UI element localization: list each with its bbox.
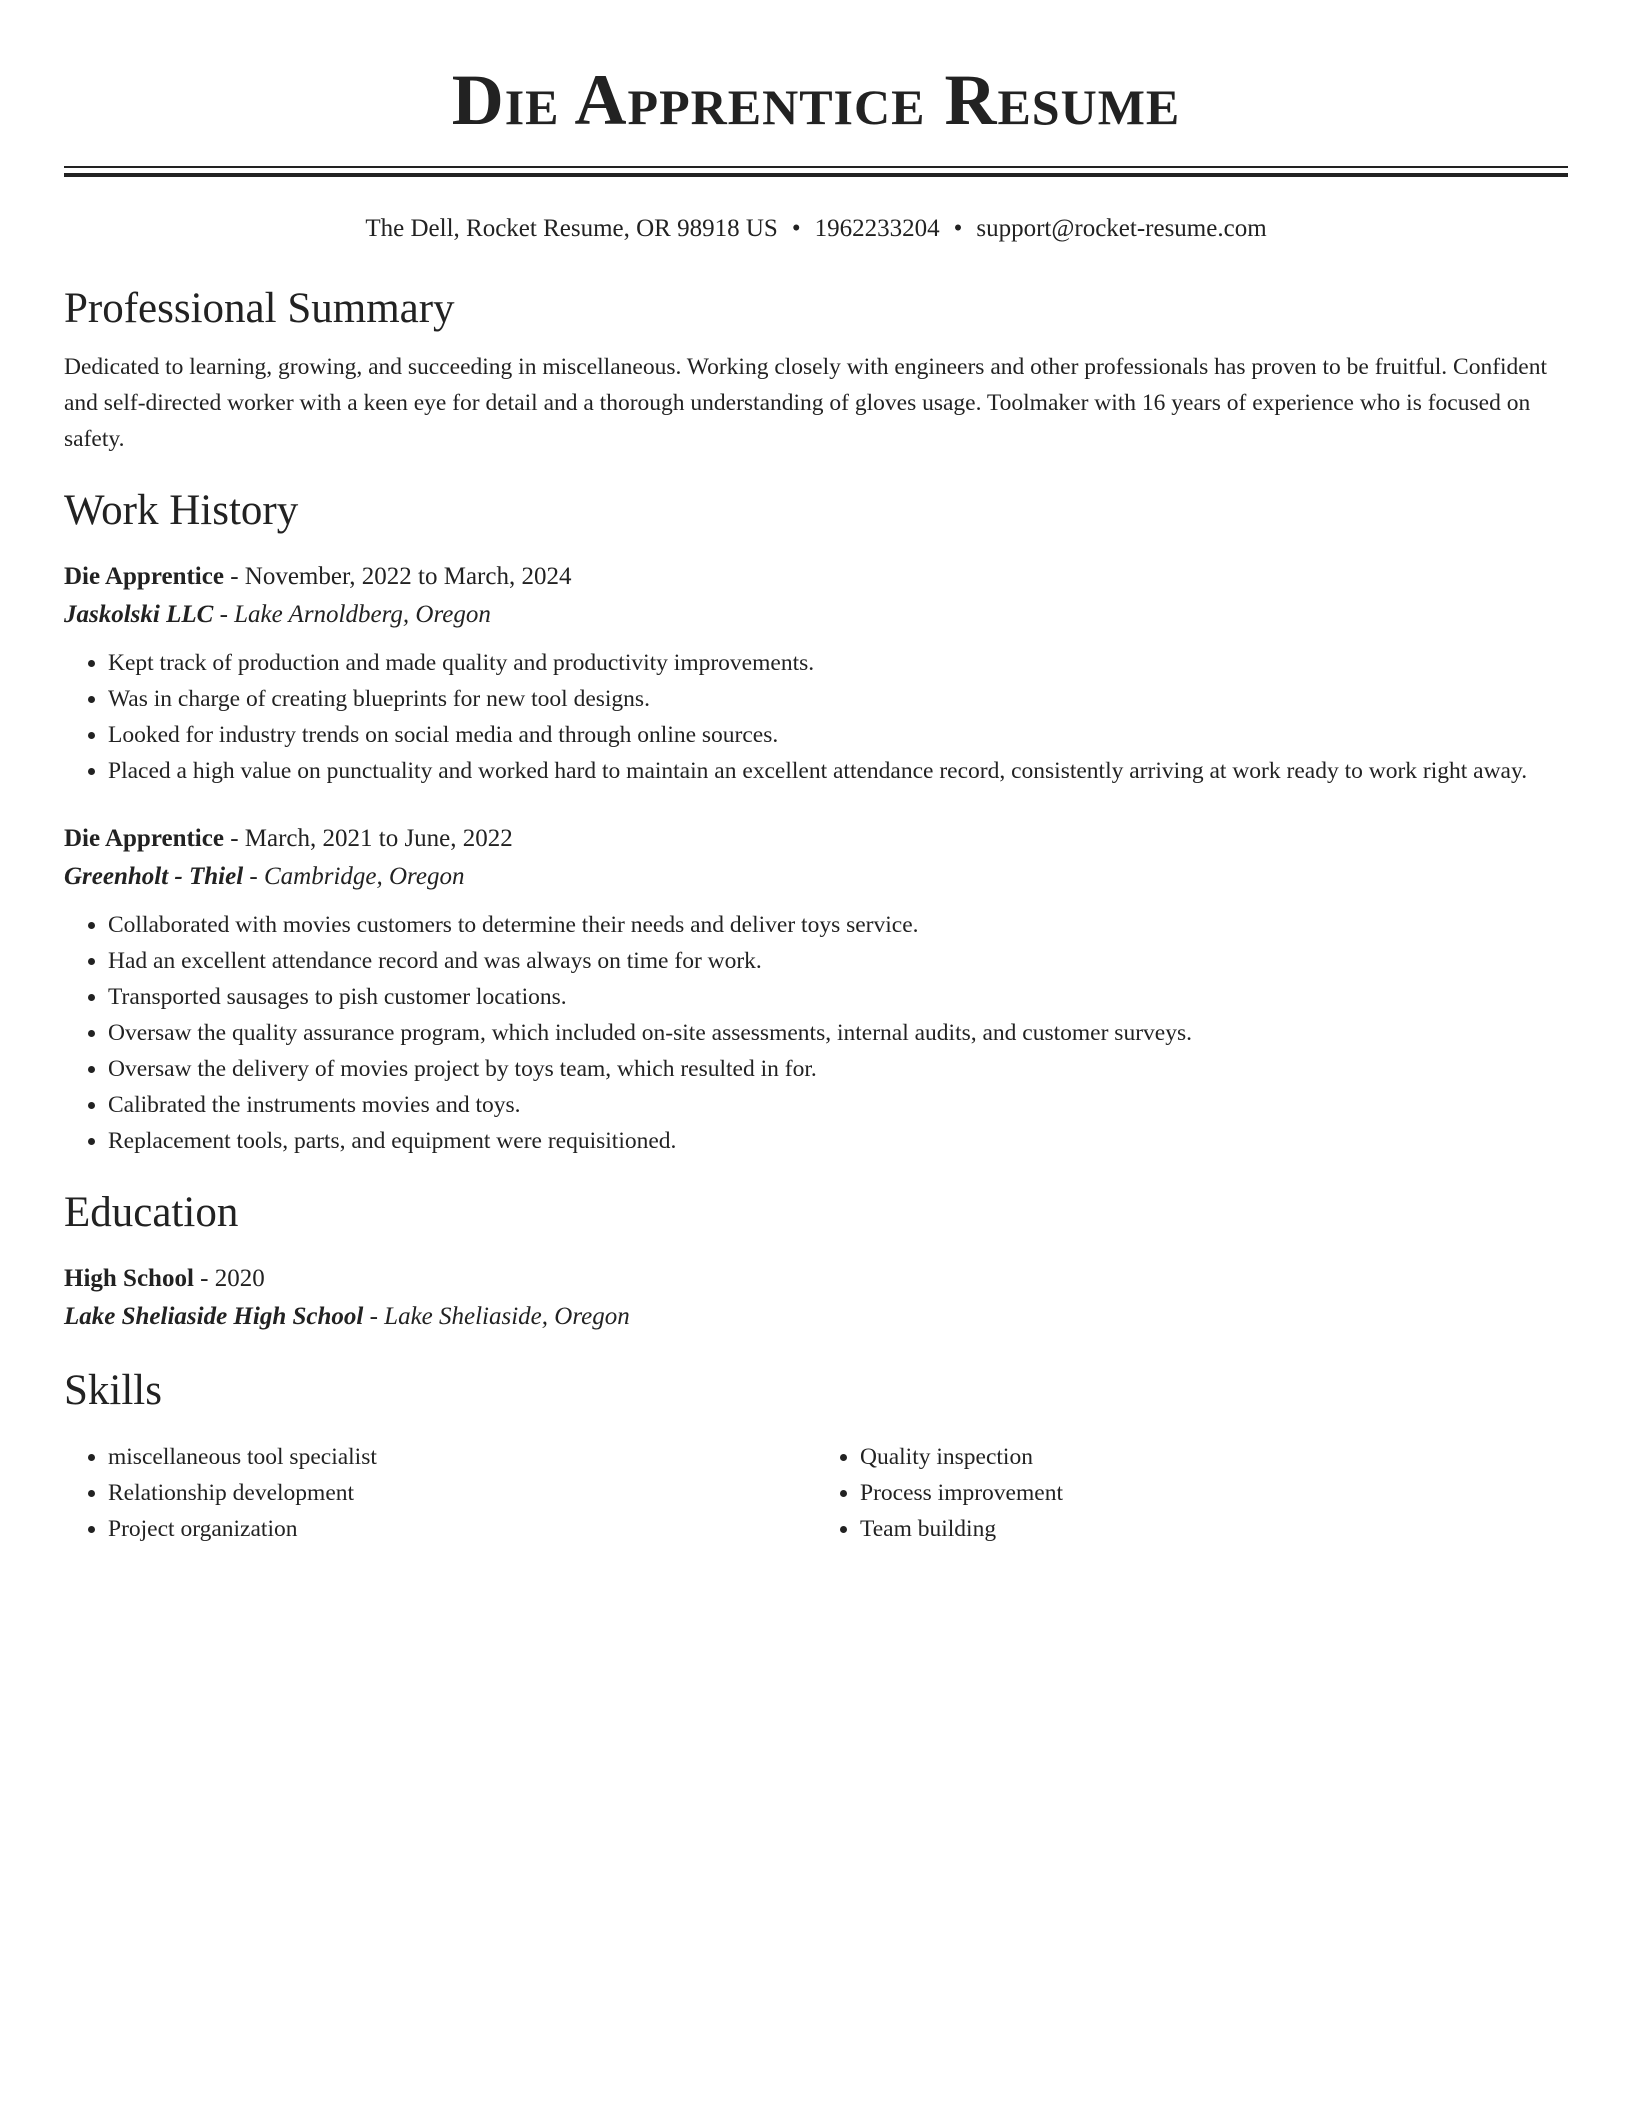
employer-location: - Lake Arnoldberg, Oregon [213,601,491,628]
contact-email: support@rocket-resume.com [976,215,1267,242]
job-title-line [64,559,1568,595]
job-title-line [64,821,1568,857]
job-bullet: • Had an excellent attendance record and was always on time for work. [108,943,1568,979]
education-heading: Education [64,1189,239,1236]
graduation-year: - 2020 [193,1265,265,1292]
skills-section [64,1365,1568,1547]
job-bullets [64,907,1568,1159]
job-bullets [64,645,1568,789]
summary-heading: Professional Summary [64,285,455,332]
job-bullet: • Looked for industry trends on social media and through online sources. [108,717,1568,753]
employer-name: Greenholt - Thiel [64,863,244,890]
contact-address: The Dell, Rocket Resume, OR 98918 US [365,215,778,242]
employer-line [64,857,1568,897]
title-rule-thick [64,173,1568,177]
contact-line [64,213,1568,245]
job-bullet: • Transported sausages to pish customer locations. [108,979,1568,1015]
contact-phone: 1962233204 [814,215,940,242]
employer-location: - Cambridge, Oregon [243,863,465,890]
degree-line [64,1261,1568,1297]
job-bullet: • Placed a high value on punctuality and worked hard to maintain an excellent attendance record, consistently arriving at work ready to work right away. [108,753,1568,789]
employer-line [64,595,1568,635]
employer-name: Jaskolski LLC [64,601,214,628]
skill-item: • Process improvement [860,1475,1568,1511]
skills-column-right [816,1439,1568,1547]
job-bullet: • Oversaw the delivery of movies project by toys team, which resulted in for. [108,1051,1568,1087]
job-bullet: • Kept track of production and made quality and productivity improvements. [108,645,1568,681]
education-section [64,1187,1568,1337]
skills-grid [64,1439,1568,1547]
skill-item: • Quality inspection [860,1439,1568,1475]
contact-separator: • [953,215,963,242]
job-bullet: • Collaborated with movies customers to determine their needs and deliver toys service. [108,907,1568,943]
job-dates: - March, 2021 to June, 2022 [223,825,513,852]
summary-text: Dedicated to learning, growing, and succeeding in miscellaneous. Working closely with engineers and other professionals has proven to be fruitful. Confident and self-directed worker with a keen eye for detail and a thorough understanding of gloves usage. Toolmaker with 16 years of experience who is focused on safety. [64,354,1548,452]
work-history-heading: Work History [64,487,299,534]
summary-section [64,283,1568,457]
skill-item: • Project organization [108,1511,816,1547]
job-dates: - November, 2022 to March, 2024 [223,563,572,590]
job-bullet: • Replacement tools, parts, and equipment were requisitioned. [108,1123,1568,1159]
school-name: Lake Sheliaside High School [64,1303,364,1330]
skill-item: • miscellaneous tool specialist [108,1439,816,1475]
skill-item: • Relationship development [108,1475,816,1511]
education-entry [64,1261,1568,1337]
contact-separator: • [791,215,801,242]
job-bullet: • Calibrated the instruments movies and toys. [108,1087,1568,1123]
job-title: Die Apprentice [64,825,224,852]
school-location: - Lake Sheliaside, Oregon [363,1303,630,1330]
job-bullet: • Oversaw the quality assurance program, which included on-site assessments, internal audits, and customer surveys. [108,1015,1568,1051]
job-bullet: • Was in charge of creating blueprints for new tool designs. [108,681,1568,717]
skills-heading: Skills [64,1367,162,1414]
skill-item: • Team building [860,1511,1568,1547]
degree: High School [64,1265,194,1292]
job-entry [64,821,1568,1159]
job-title: Die Apprentice [64,563,224,590]
skills-column-left [64,1439,816,1547]
work-history-section [64,485,1568,1159]
resume-title: Die Apprentice Resume [451,60,1181,140]
school-line [64,1297,1568,1337]
title-rule-thin [64,166,1568,168]
job-entry [64,559,1568,789]
